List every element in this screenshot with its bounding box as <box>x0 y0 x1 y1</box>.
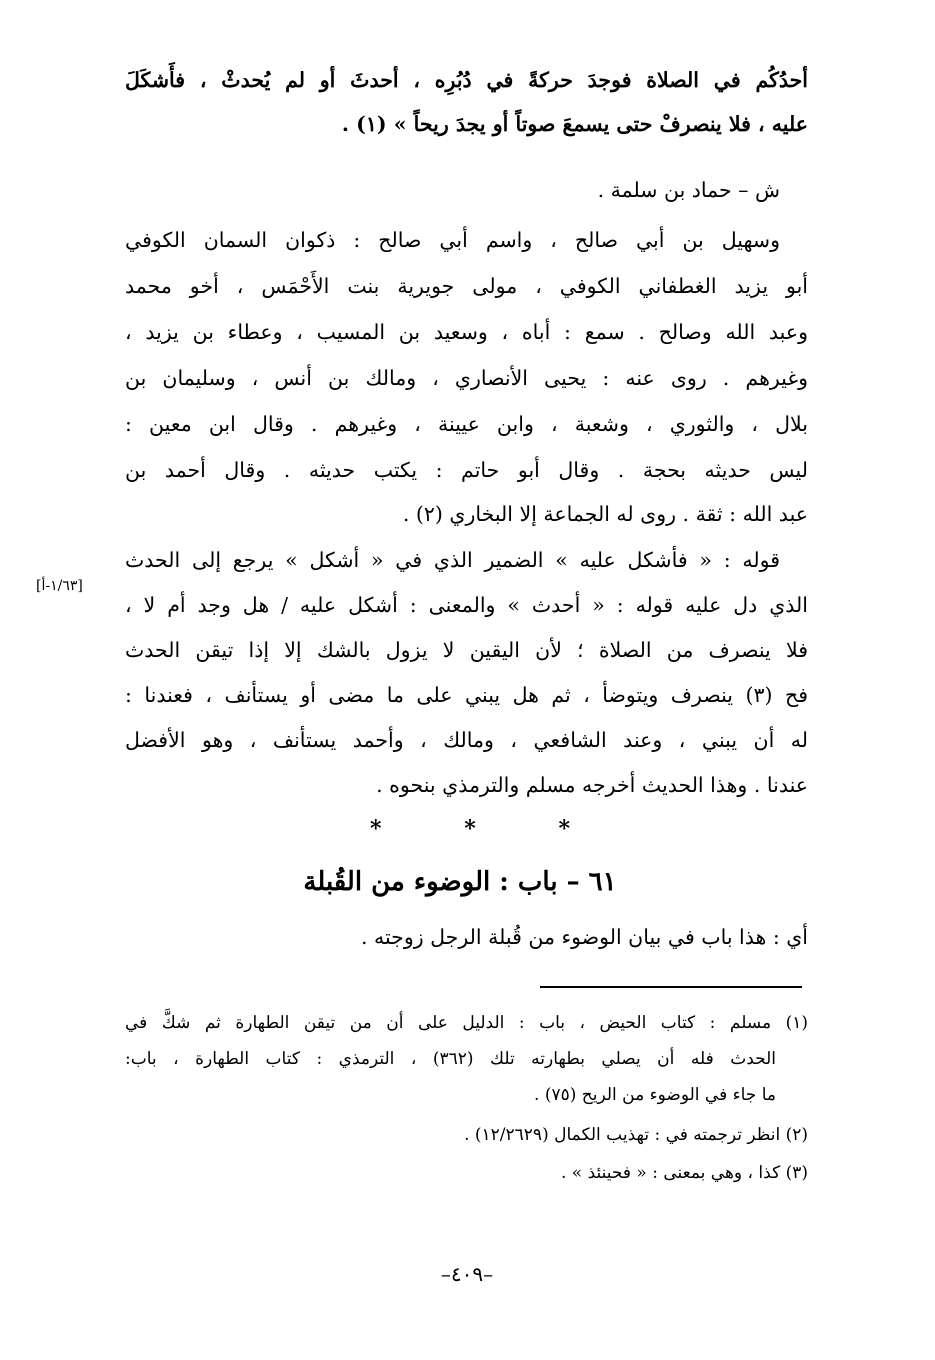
divider-star: * <box>558 816 570 842</box>
hadith-line-2: عليه ، فلا ينصرفْ حتى يسمعَ صوتاً أو يجدَ ريحاً » (١) . <box>341 112 808 136</box>
biography-line-2: أبو يزيد الغطفاني الكوفي ، مولى جويرية بنت الأَحْمَس ، أخو محمد <box>125 274 808 298</box>
divider-star: * <box>370 816 382 842</box>
biography-line-6: ليس حديثه بحجة . وقال أبو حاتم : يكتب حديثه . وقال أحمد بن <box>125 458 808 482</box>
explanation-line-4: فح (٣) ينصرف ويتوضأ ، ثم هل يبني على ما مضى أو يستأنف ، فعندنا : <box>125 683 808 707</box>
explanation-line-3: فلا ينصرف من الصلاة ؛ لأن اليقين لا يزول بالشك إلا إذا تيقن الحدث <box>125 638 808 662</box>
biography-line-7: عبد الله : ثقة . روى له الجماعة إلا البخاري (٢) . <box>402 502 808 526</box>
footnote-1-line-3: ما جاء في الوضوء من الريح (٧٥) . <box>534 1085 776 1105</box>
biography-line-3: وعبد الله وصالح . سمع : أباه ، وسعيد بن المسيب ، وعطاء بن يزيد ، <box>125 320 808 344</box>
footnote-separator <box>540 986 802 988</box>
explanation-line-2: الذي دل عليه قوله : « أحدث » والمعنى : أشكل عليه / هل وجد أم لا ، <box>125 593 808 617</box>
chapter-description: أي : هذا باب في بيان الوضوء من قُبلة الرجل زوجته . <box>360 925 808 949</box>
manuscript-folio-ref: [١/٦٣-أ] <box>36 578 83 594</box>
chapter-title: ٦١ – باب : الوضوء من القُبلة <box>303 867 617 897</box>
footnote-1-line-1: (١) مسلم : كتاب الحيض ، باب : الدليل على أن من تيقن الطهارة ثم شكَّ في <box>125 1013 808 1033</box>
footnote-2: (٢) انظر ترجمته في : تهذيب الكمال (١٢/٢٦٢٩) . <box>464 1125 808 1145</box>
commentary-label: ش – حماد بن سلمة . <box>597 178 780 202</box>
biography-line-5: بلال ، والثوري ، وشعبة ، وابن عيينة ، وغيرهم . وقال ابن معين : <box>125 412 808 436</box>
footnote-3: (٣) كذا ، وهي بمعنى : « فحينئذ » . <box>560 1163 808 1183</box>
divider-star: * <box>464 816 476 842</box>
explanation-line-6: عندنا . وهذا الحديث أخرجه مسلم والترمذي بنحوه . <box>376 773 808 797</box>
hadith-line-1: أحدُكُم في الصلاة فوجدَ حركةً في دُبُرِه ، أحدثَ أو لم يُحدثْ ، فأَشكَلَ <box>125 68 808 92</box>
section-divider <box>370 816 570 842</box>
explanation-line-5: له أن يبني ، وعند الشافعي ، ومالك ، وأحمد يستأنف ، وهو الأفضل <box>125 728 808 752</box>
explanation-line-1: قوله : « فأشكل عليه » الضمير الذي في « أشكل » يرجع إلى الحدث <box>125 548 780 572</box>
page-number: –٤٠٩– <box>440 1262 494 1286</box>
footnote-1-line-2: الحدث فله أن يصلي بطهارته تلك (٣٦٢) ، الترمذي : كتاب الطهارة ، باب: <box>125 1049 776 1069</box>
biography-line-1: وسهيل بن أبي صالح ، واسم أبي صالح : ذكوان السمان الكوفي <box>125 228 780 252</box>
biography-line-4: وغيرهم . روى عنه : يحيى الأنصاري ، ومالك بن أنس ، وسليمان بن <box>125 366 808 390</box>
